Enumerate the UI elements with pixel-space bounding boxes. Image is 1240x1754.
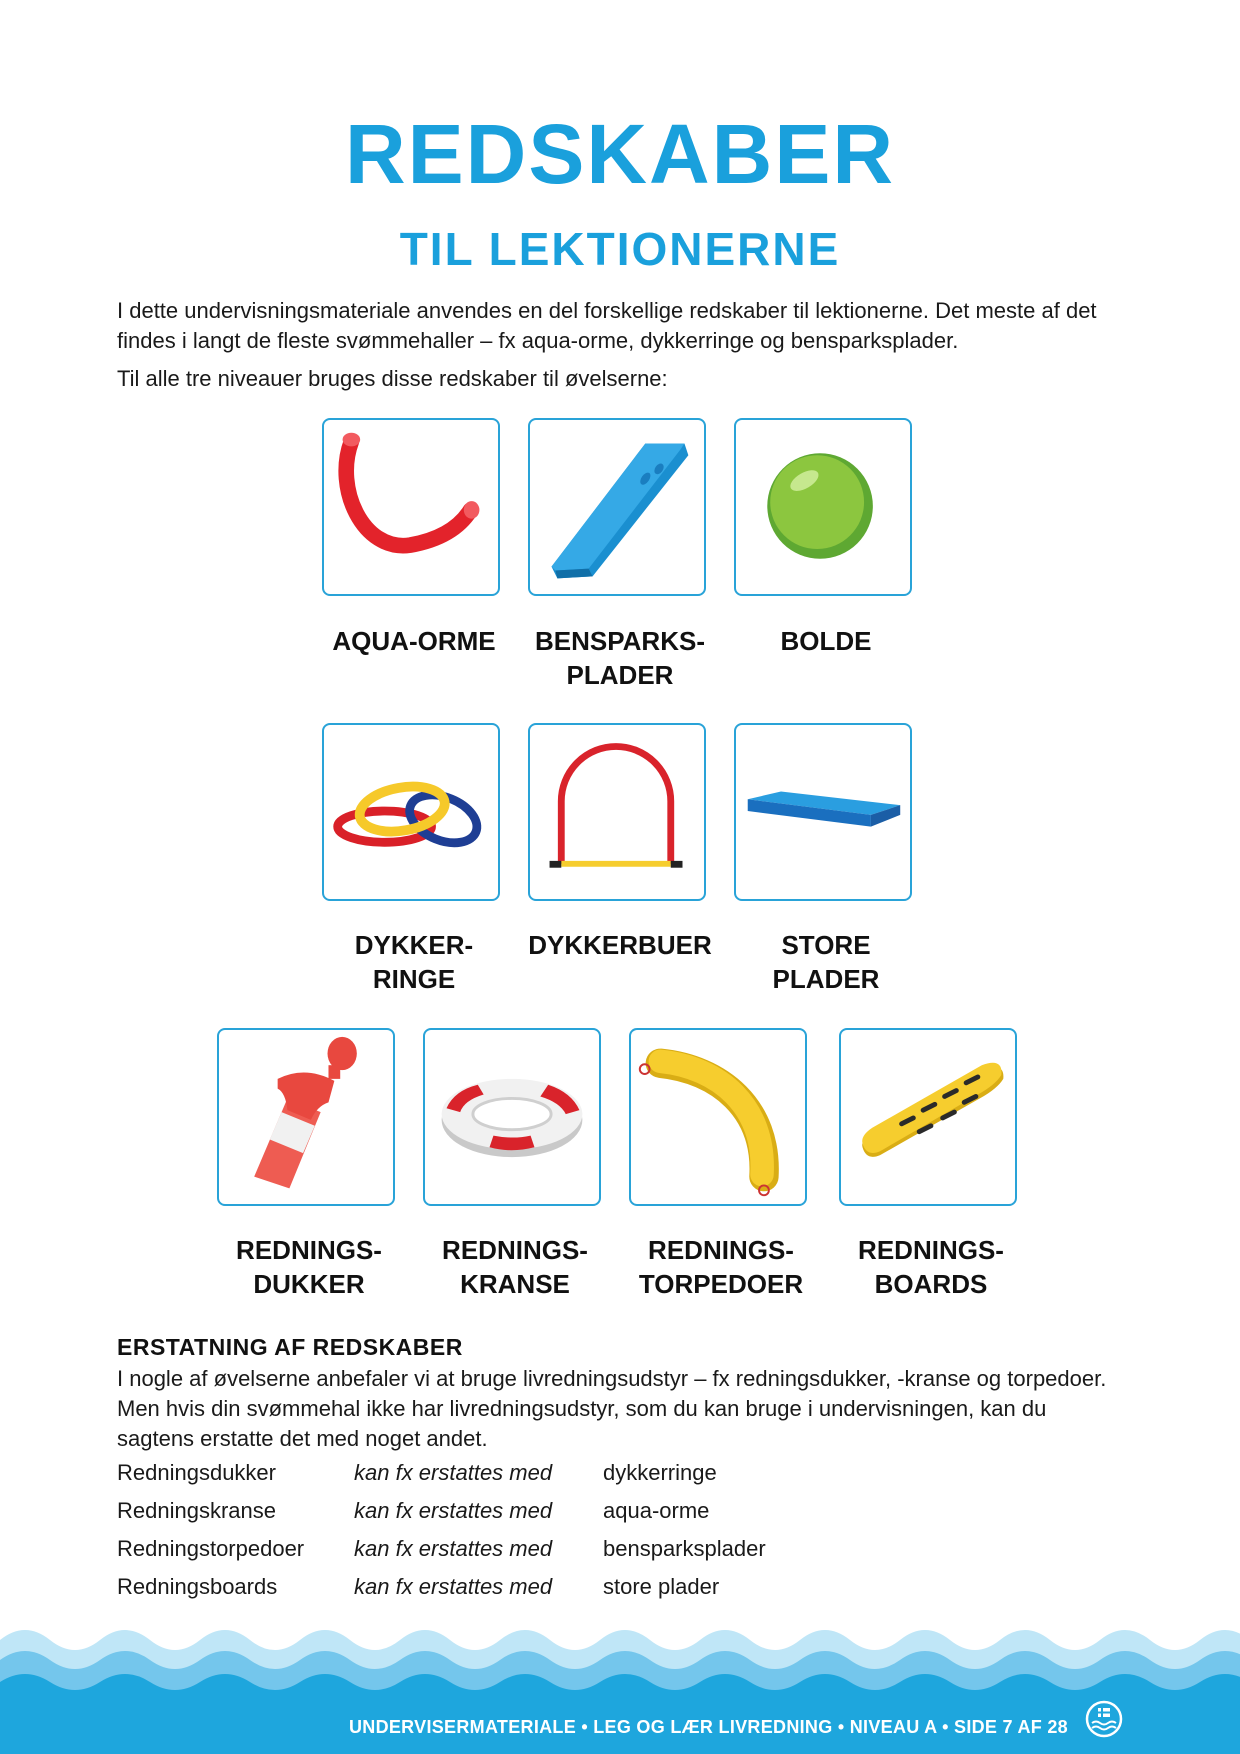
equipment-tile-dykkerringe xyxy=(322,723,500,901)
item-cell: Redningsboards xyxy=(117,1574,278,1599)
diving-rings-icon xyxy=(324,725,498,899)
rescue-manikin-icon xyxy=(219,1030,393,1204)
lifesaving-logo-icon xyxy=(1085,1700,1123,1738)
equipment-label: AQUA-ORME xyxy=(332,626,496,656)
equipment-tile-redningsboards xyxy=(839,1028,1017,1206)
page-subtitle: TIL LEKTIONERNE xyxy=(399,223,841,275)
rescue-tube-icon xyxy=(631,1030,805,1204)
equipment-label: REDNINGS- BOARDS xyxy=(858,1235,1004,1299)
substitute-cell: bensparksplader xyxy=(603,1536,766,1561)
equipment-tile-bensparksplader xyxy=(528,418,706,596)
phrase-cell: kan fx erstattes med xyxy=(354,1574,553,1599)
equipment-label: DYKKER- RINGE xyxy=(354,930,474,994)
equipment-label: REDNINGS- KRANSE xyxy=(442,1235,588,1299)
footer-text: UNDERVISERMATERIALE • LEG OG LÆR LIVREDNING • NIVEAU A • SIDE 7 AF 28 xyxy=(348,1717,1068,1737)
phrase-cell: kan fx erstattes med xyxy=(354,1460,553,1485)
equipment-tile-redningstorpedoer xyxy=(629,1028,807,1206)
equipment-tile-redningsdukker xyxy=(217,1028,395,1206)
rescue-board-icon xyxy=(841,1030,1015,1204)
item-cell: Redningstorpedoer xyxy=(117,1536,305,1561)
equipment-label: DYKKERBUER xyxy=(528,930,712,960)
substitution-table xyxy=(117,1460,1017,1612)
equipment-label: REDNINGS- DUKKER xyxy=(236,1235,382,1299)
item-cell: Redningskranse xyxy=(117,1498,276,1523)
phrase-cell: kan fx erstattes med xyxy=(354,1498,553,1523)
substitute-cell: store plader xyxy=(603,1574,720,1599)
phrase-cell: kan fx erstattes med xyxy=(354,1536,553,1561)
equipment-label: REDNINGS- TORPEDOER xyxy=(638,1235,804,1299)
table-row xyxy=(117,1536,1017,1574)
table-row xyxy=(117,1498,1017,1536)
equipment-tile-bolde xyxy=(734,418,912,596)
kickboard-icon xyxy=(530,420,704,594)
equipment-label: BENSPARKS- PLADER xyxy=(535,626,705,690)
intro-text xyxy=(117,296,1127,402)
aqua-worm-icon xyxy=(324,420,498,594)
substitute-cell: aqua-orme xyxy=(603,1498,710,1523)
equipment-tile-store-plader xyxy=(734,723,912,901)
intro-paragraph: Til alle tre niveauer bruges disse redskaber til øvelserne: xyxy=(117,366,668,391)
large-mat-icon xyxy=(736,725,910,899)
equipment-tile-aqua-orme xyxy=(322,418,500,596)
lifebuoy-icon xyxy=(425,1030,599,1204)
ball-icon xyxy=(736,420,910,594)
intro-paragraph: I dette undervisningsmateriale anvendes en del forskellige redskaber til lektionerne. Det meste af det findes i langt de fleste svømmehaller – fx aqua-orme, dykkerringe og bensparksplader. xyxy=(117,298,1097,353)
page-title: REDSKABER xyxy=(344,107,896,201)
diving-arch-icon xyxy=(530,725,704,899)
equipment-tile-redningskranse xyxy=(423,1028,601,1206)
section-heading: ERSTATNING AF REDSKABER xyxy=(117,1334,463,1360)
table-row xyxy=(117,1460,1017,1498)
equipment-tile-dykkerbuer xyxy=(528,723,706,901)
equipment-label: STORE PLADER xyxy=(772,930,880,994)
substitute-cell: dykkerringe xyxy=(603,1460,717,1485)
table-row xyxy=(117,1574,1017,1612)
section-text: I nogle af øvelserne anbefaler vi at bruge livredningsudstyr – fx redningsdukker, -kranse og torpedoer. Men hvis din svømmehal ikke har livredningsudstyr, som du kan bruge i undervisningen, kan du sagtens erstatte det med noget andet. xyxy=(117,1366,1107,1451)
equipment-label: BOLDE xyxy=(780,626,872,656)
item-cell: Redningsdukker xyxy=(117,1460,276,1485)
